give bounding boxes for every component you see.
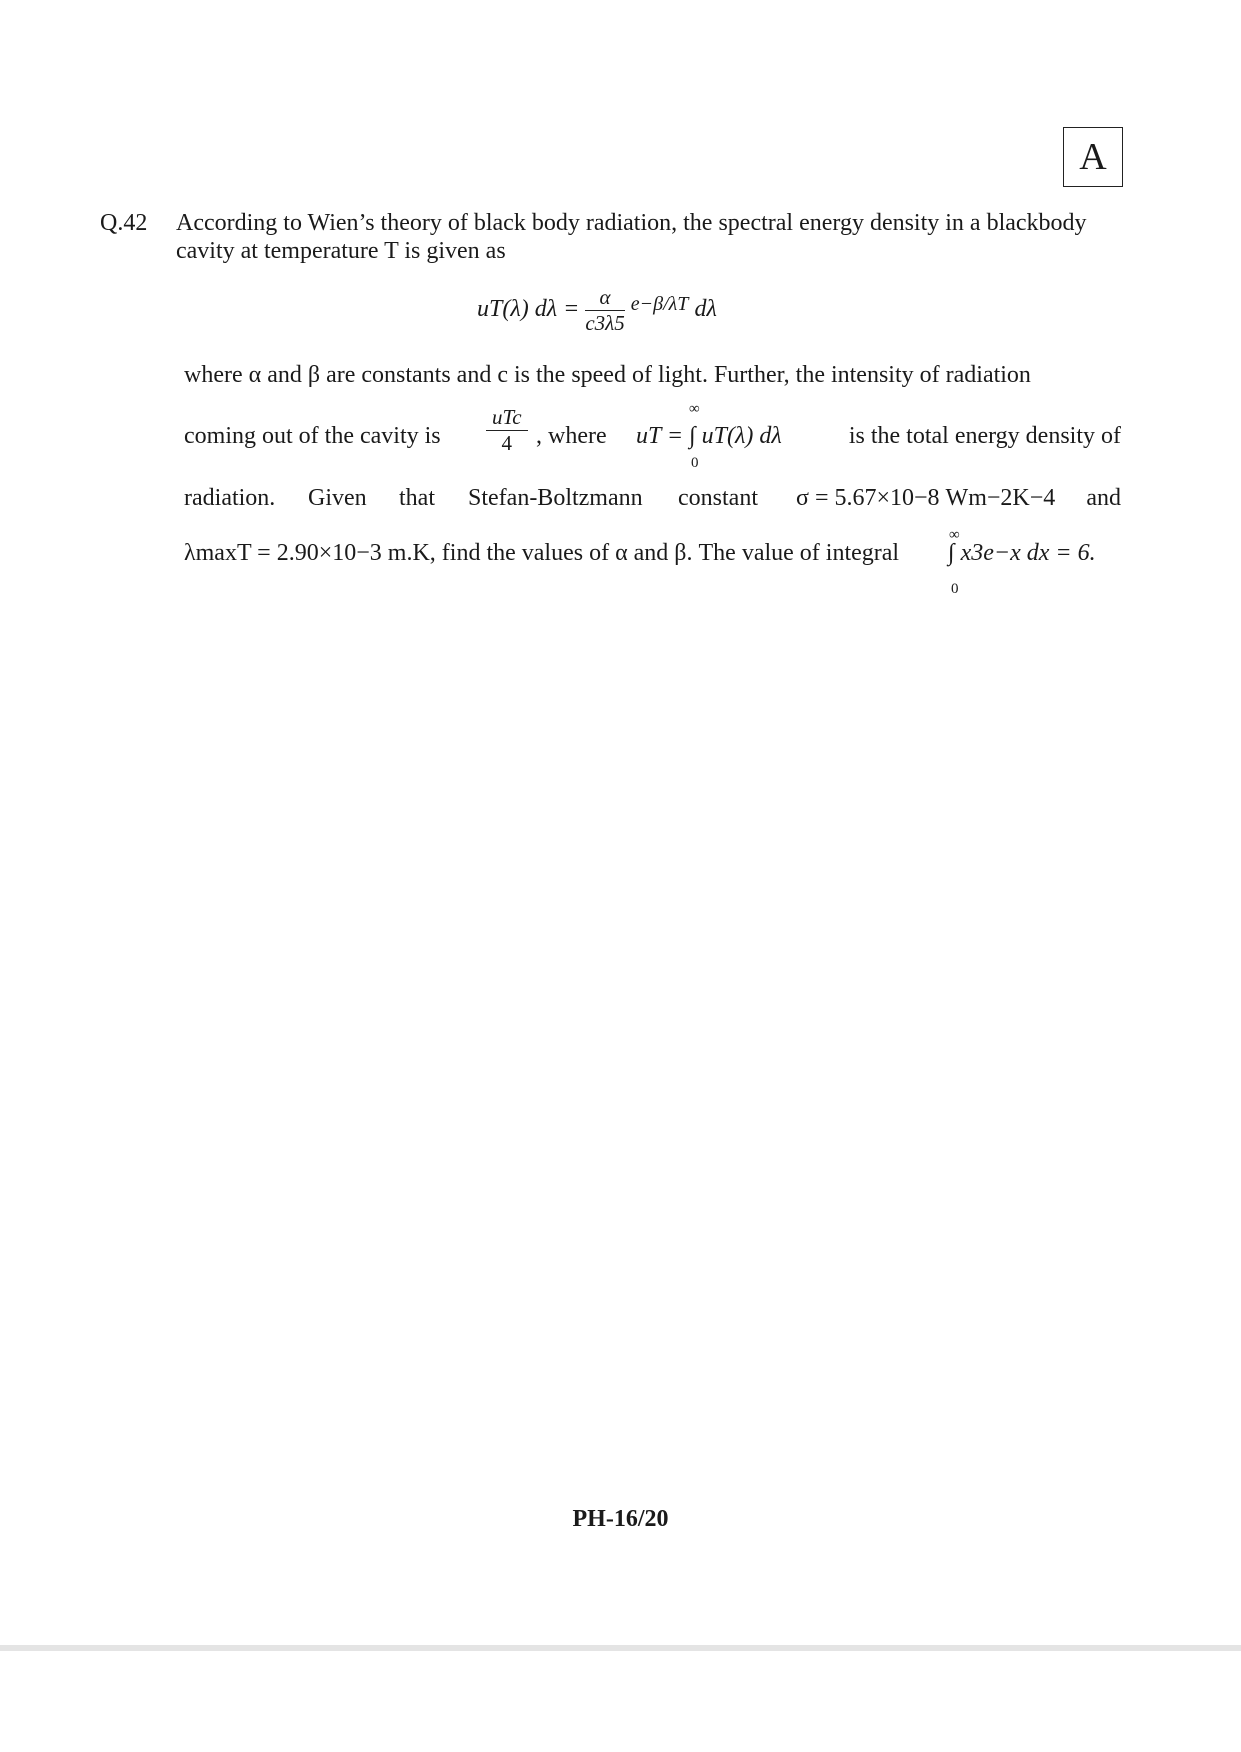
wien-constant-text: λmaxT = 2.90×10−3 m.K, find the values of α and β. The value of integral (184, 540, 900, 566)
question-intro-line1: According to Wien’s theory of black body radiation, the spectral energy density in a blackbody (176, 210, 1087, 236)
total-energy-definition: uT = ∫ uT(λ) dλ (636, 423, 782, 449)
intensity-denominator: 4 (501, 431, 513, 455)
integral-upper-limit: ∞ (689, 401, 700, 417)
paper-code-box (1063, 127, 1123, 187)
line5-word-1: radiation. (184, 485, 276, 511)
question-line4 (184, 401, 1121, 475)
equation-tail: dλ (694, 296, 717, 323)
question-line6 (184, 527, 1121, 600)
spectral-energy-equation (477, 285, 717, 345)
line5-word-2: Given (308, 485, 367, 511)
scan-edge-divider (0, 1645, 1241, 1651)
question-line3 (184, 362, 1121, 389)
line4-text-c: is the total energy density of (848, 423, 1121, 449)
paper-code: A (1079, 136, 1107, 178)
intensity-fraction (486, 405, 528, 456)
page-footer-label: PH-16/20 (572, 1506, 669, 1532)
question-line5 (184, 485, 1121, 515)
equation-lhs: uT(λ) dλ = (477, 296, 580, 323)
gamma-integral-upper-limit: ∞ (949, 527, 960, 543)
stefan-boltzmann-value: σ = 5.67×10−8 Wm−2K−4 (796, 485, 1056, 511)
line4-text-b: , where (536, 423, 607, 449)
equation-fraction (585, 285, 624, 336)
integral-lower-limit: 0 (691, 455, 699, 471)
gamma-integral: ∫ x3e−x dx = 6. (948, 540, 1096, 566)
question-number: Q.42 (100, 210, 148, 236)
equation-exponential: e−β/λT (630, 293, 689, 316)
line5-word-4: Stefan-Boltzmann (468, 485, 643, 511)
gamma-integral-lower-limit: 0 (951, 581, 959, 597)
line4-text-a: coming out of the cavity is (184, 423, 441, 449)
line5-end: and (1086, 485, 1121, 511)
intensity-numerator: uTc (486, 405, 528, 431)
equation-numerator: α (585, 285, 624, 311)
question-intro-line2: cavity at temperature T is given as (176, 238, 506, 264)
line5-word-5: constant (678, 485, 758, 511)
question-line3-text: where α and β are constants and c is the speed of light. Further, the intensity of radiation (184, 362, 1031, 388)
line5-word-3: that (399, 485, 435, 511)
equation-denominator: c3λ5 (585, 311, 625, 335)
